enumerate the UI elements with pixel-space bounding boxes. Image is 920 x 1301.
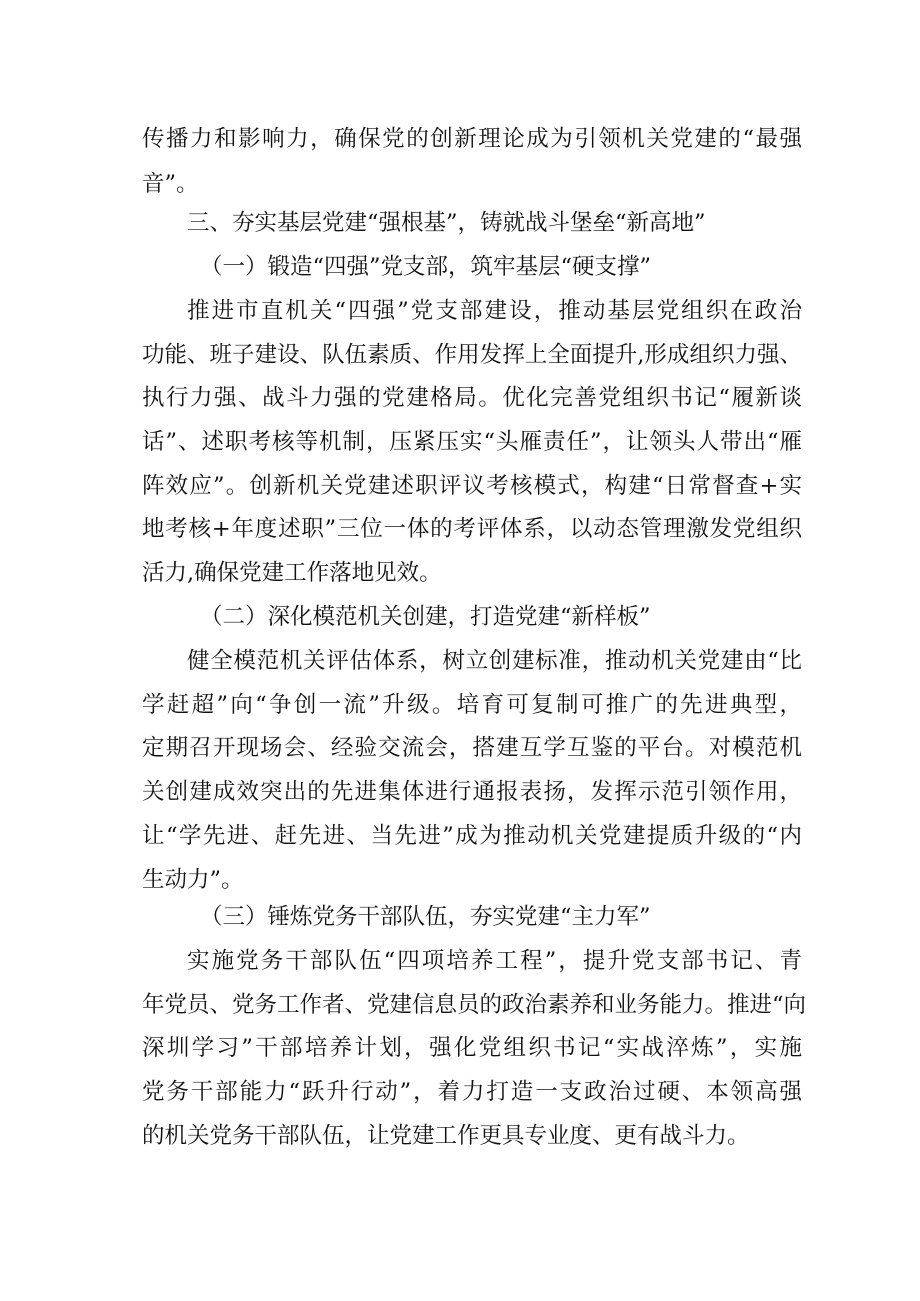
subsection-heading: （三）锤炼党务干部队伍，夯实党建“主力军” — [200, 904, 651, 930]
paragraph-line: 年党员、党务工作者、党建信息员的政治素养和业务能力。推进“向 — [142, 992, 807, 1018]
subsection-heading: （一）锻造“四强”党支部，筑牢基层“硬支撑” — [200, 254, 652, 280]
paragraph-line: 活力,确保党建工作落地见效。 — [142, 560, 442, 586]
section-heading: 三、夯实基层党建“强根基”，铸就战斗堡垒“新高地” — [187, 210, 706, 236]
paragraph-line: 深圳学习”干部培养计划，强化党组织书记“实战淬炼”，实施 — [142, 1035, 802, 1061]
paragraph-line: 话”、述职考核等机制，压紧压实“头雁责任”，让领头人带出“雁 — [142, 429, 802, 455]
paragraph-line: 实施党务干部队伍“四项培养工程”，提升党支部书记、青 — [187, 948, 802, 974]
paragraph-line: 健全模范机关评估体系，树立创建标准，推动机关党建由“比 — [187, 648, 802, 674]
paragraph-line: 学赶超”向“争创一流”升级。培育可复制可推广的先进典型， — [142, 692, 802, 718]
paragraph-line: 定期召开现场会、经验交流会，搭建互学互鉴的平台。对模范机 — [142, 735, 802, 761]
paragraph-line: 执行力强、战斗力强的党建格局。优化完善党组织书记“履新谈 — [142, 385, 802, 411]
paragraph-line: 阵效应”。创新机关党建述职评议考核模式，构建“日常督查+实 — [142, 473, 802, 499]
paragraph-line: 的机关党务干部队伍，让党建工作更具专业度、更有战斗力。 — [142, 1123, 750, 1149]
subsection-heading: （二）深化模范机关创建，打造党建“新样板” — [200, 604, 651, 630]
paragraph-line: 关创建成效突出的先进集体进行通报表扬，发挥示范引领作用， — [142, 779, 802, 805]
paragraph-line: 音”。 — [142, 171, 199, 197]
paragraph-line: 让“学先进、赶先进、当先进”成为推动机关党建提质升级的“内 — [142, 823, 802, 849]
paragraph-line: 传播力和影响力，确保党的创新理论成为引领机关党建的“最强 — [142, 126, 802, 152]
paragraph-line: 生动力”。 — [142, 867, 244, 893]
paragraph-line: 党务干部能力“跃升行动”，着力打造一支政治过硬、本领高强 — [142, 1079, 802, 1105]
paragraph-line: 推进市直机关“四强”党支部建设，推动基层党组织在政治 — [187, 298, 802, 324]
paragraph-line: 地考核+年度述职”三位一体的考评体系，以动态管理激发党组织 — [142, 516, 802, 542]
paragraph-line: 功能、班子建设、队伍素质、作用发挥上全面提升,形成组织力强、 — [142, 342, 802, 368]
